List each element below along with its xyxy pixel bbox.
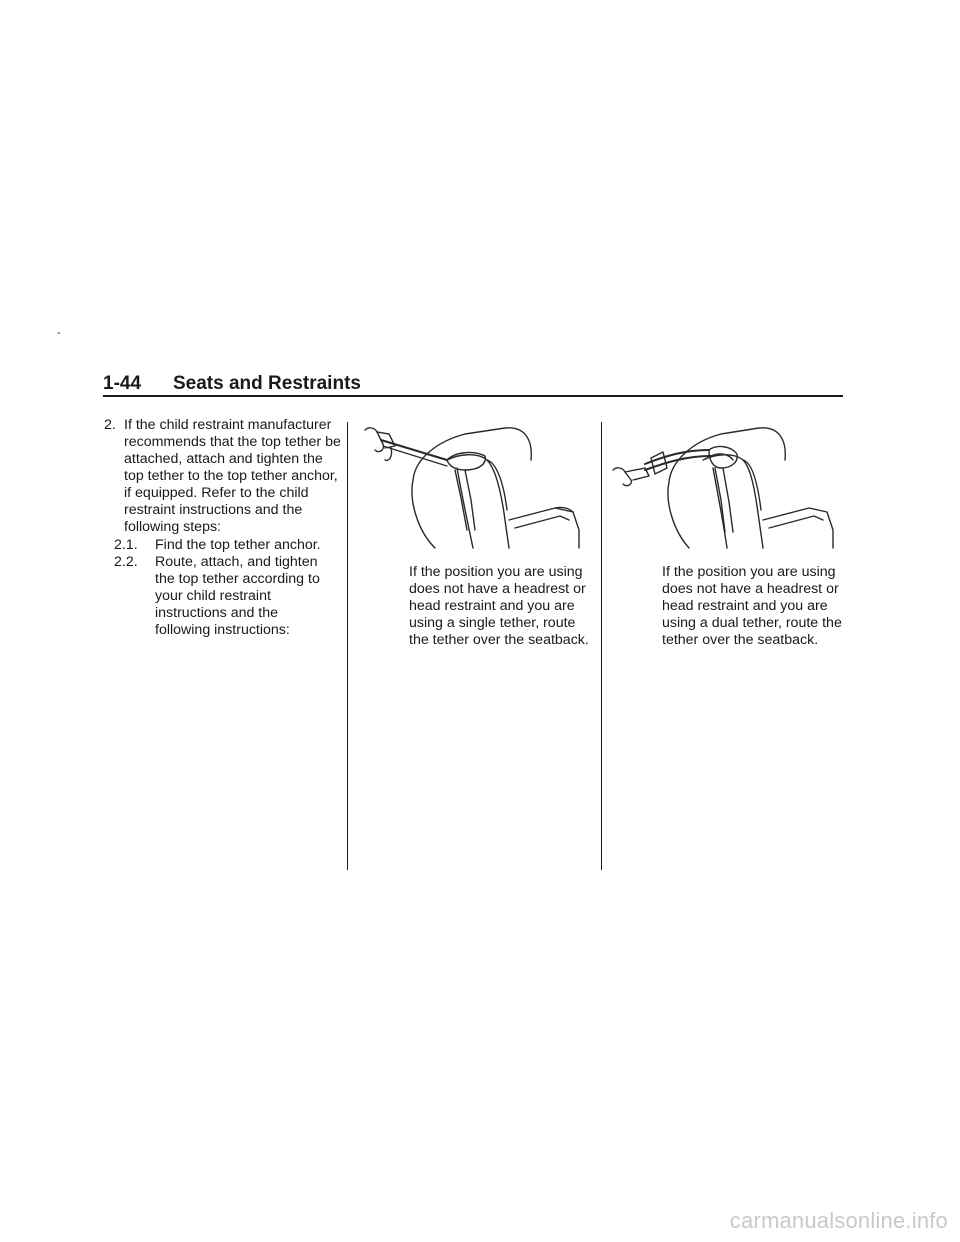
step-label: 2. bbox=[104, 417, 116, 433]
page-header bbox=[103, 371, 843, 397]
column-divider-right bbox=[601, 422, 602, 870]
substep-text: Route, attach, and tighten the top tether according to your child restraint instructions and the following instructions: bbox=[155, 554, 320, 638]
single-tether-illustration bbox=[355, 420, 595, 550]
substep-text: Find the top tether anchor. bbox=[155, 537, 321, 553]
header-rule bbox=[103, 395, 843, 397]
figure-caption-single: If the position you are using does not have a headrest or head restraint and you are using a single tether, route the tether over the seatback. bbox=[409, 564, 589, 648]
dual-tether-illustration bbox=[605, 420, 845, 550]
column-divider-left bbox=[347, 422, 348, 870]
section-title: Seats and Restraints bbox=[173, 373, 361, 394]
step-text: If the child restraint manufacturer recommends that the top tether be attached, attach and tighten the top tether to the top tether anchor, if equipped. Refer to the child restraint instructions and the following steps: bbox=[124, 417, 341, 535]
substep-label: 2.1. bbox=[114, 537, 138, 553]
page-corner-mark: - bbox=[57, 327, 61, 339]
substep-label: 2.2. bbox=[114, 554, 138, 570]
watermark: carmanualsonline.info bbox=[729, 1208, 948, 1233]
figure-caption-dual: If the position you are using does not have a headrest or head restraint and you are using a dual tether, route the tether over the seatback. bbox=[662, 564, 842, 648]
page-number: 1-44 bbox=[103, 373, 142, 394]
